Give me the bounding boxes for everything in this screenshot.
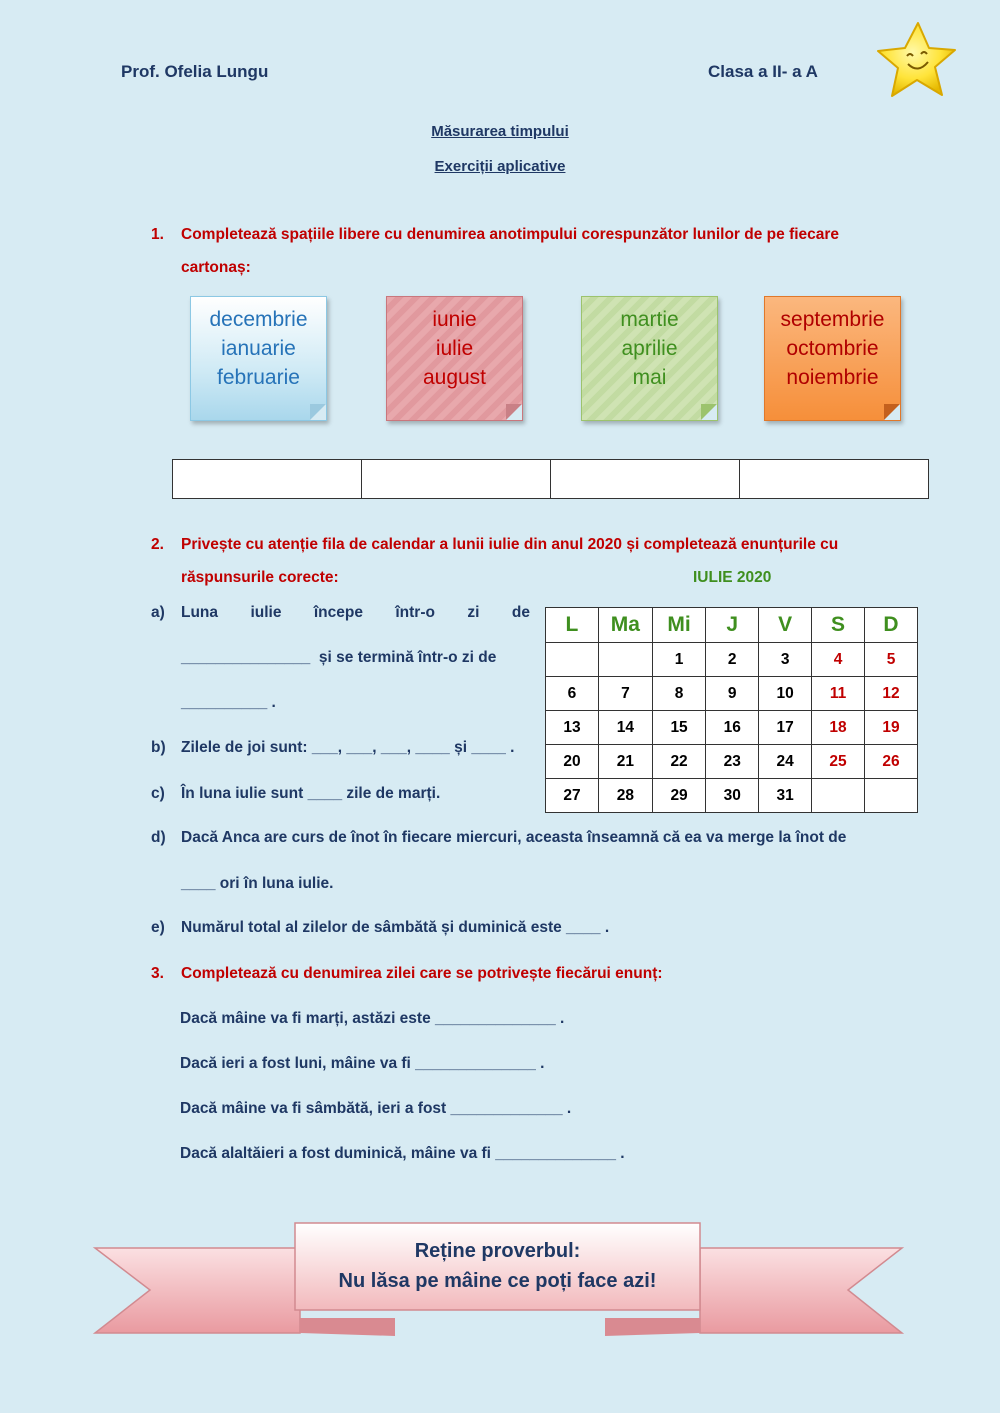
calendar-day-weekend: 12 [865, 677, 918, 711]
ex1-instruction-line2: cartonaș: [181, 259, 251, 276]
season-answer-field-3[interactable] [551, 460, 740, 499]
calendar-day: 23 [706, 745, 759, 779]
class-name: Clasa a II- a A [708, 62, 818, 81]
proverb-text: Nu lăsa pe mâine ce poți face azi! [338, 1270, 657, 1292]
item-c-label: c) [151, 785, 165, 802]
calendar-day-weekend [865, 779, 918, 813]
calendar-day-weekend: 19 [865, 711, 918, 745]
calendar-day: 2 [706, 643, 759, 677]
card-winter-months [190, 296, 327, 421]
item-a-word: de [511, 604, 530, 621]
page-fold [884, 404, 900, 420]
page-fold [701, 404, 717, 420]
month-label: iulie [435, 337, 474, 360]
ex3-sentence: Dacă mâine va fi marți, astăzi este ______________ . [180, 1010, 565, 1027]
ex2-instruction-line1: Privește cu atenție fila de calendar a lunii iulie din anul 2020 și completează enunțurile cu [181, 536, 839, 553]
calendar-day: 9 [706, 677, 759, 711]
calendar-title: IULIE 2020 [693, 569, 772, 586]
item-a-line2: _______________ și se termină într-o zi de [181, 649, 497, 666]
calendar-day: 27 [546, 779, 599, 813]
ex1-number: 1. [151, 226, 164, 243]
calendar-day: 30 [706, 779, 759, 813]
weekday-header: S [812, 608, 865, 643]
calendar-day-weekend: 4 [812, 643, 865, 677]
month-label: septembrie [780, 308, 885, 331]
page-fold [506, 404, 522, 420]
ex2-instruction-line2: răspunsurile corecte: [181, 569, 339, 586]
month-label: mai [632, 366, 667, 389]
calendar-week-row [546, 711, 918, 745]
calendar-day: 21 [598, 745, 652, 779]
calendar-day: 20 [546, 745, 599, 779]
item-a-word: începe [313, 604, 363, 621]
month-label: aprilie [621, 337, 678, 360]
calendar-week-row [546, 745, 918, 779]
card-summer-months [386, 296, 523, 421]
item-e-label: e) [151, 919, 165, 936]
item-d-label: d) [151, 829, 166, 846]
item-a-label: a) [151, 604, 165, 621]
weekday-header: Mi [652, 608, 705, 643]
card-autumn-months [764, 296, 901, 421]
item-a-word: zi [467, 604, 480, 621]
ex3-number: 3. [151, 965, 164, 982]
calendar-day: 24 [759, 745, 812, 779]
calendar-day: 16 [706, 711, 759, 745]
item-b-text: Zilele de joi sunt: ___, ___, ___, ____ și ____ . [181, 739, 515, 756]
author-name: Prof. Ofelia Lungu [121, 62, 269, 81]
calendar-day: 1 [652, 643, 705, 677]
month-label: ianuarie [221, 337, 296, 360]
item-a-word: iulie [250, 604, 282, 621]
july-2020-calendar [545, 607, 918, 813]
calendar-day: 28 [598, 779, 652, 813]
item-b-label: b) [151, 739, 166, 756]
page-fold [310, 404, 326, 420]
month-label: octombrie [786, 337, 879, 360]
month-label: august [422, 366, 487, 389]
item-c-text: În luna iulie sunt ____ zile de marți. [181, 785, 441, 802]
calendar-day: 17 [759, 711, 812, 745]
item-d-text: Dacă Anca are curs de înot în fiecare miercuri, aceasta înseamnă că ea va merge la înot de [181, 829, 847, 846]
item-a-word: Luna [181, 604, 219, 621]
calendar-day: 31 [759, 779, 812, 813]
month-label: iunie [432, 308, 477, 331]
weekday-header: V [759, 608, 812, 643]
month-label: decembrie [209, 308, 308, 331]
season-answer-field-4[interactable] [740, 460, 929, 499]
season-answer-table [172, 459, 929, 499]
calendar-day-weekend: 26 [865, 745, 918, 779]
calendar-day: 7 [598, 677, 652, 711]
calendar-day-weekend: 5 [865, 643, 918, 677]
ex3-sentence: Dacă ieri a fost luni, mâine va fi ______________ . [180, 1055, 545, 1072]
season-answer-field-1[interactable] [173, 460, 362, 499]
month-label: martie [620, 308, 679, 331]
smiling-star-icon [874, 20, 958, 102]
calendar-day: 6 [546, 677, 599, 711]
month-label: noiembrie [786, 366, 879, 389]
calendar-header-row [546, 608, 918, 643]
ex1-instruction-line1: Completează spațiile libere cu denumirea anotimpului corespunzător lunilor de pe fiecare [181, 226, 840, 243]
ex3-sentence: Dacă mâine va fi sâmbătă, ieri a fost _____________ . [180, 1100, 572, 1117]
ex2-number: 2. [151, 536, 164, 553]
calendar-day [546, 643, 599, 677]
weekday-header: J [706, 608, 759, 643]
calendar-week-row [546, 779, 918, 813]
calendar-day-weekend: 25 [812, 745, 865, 779]
page-subtitle: Exerciții aplicative [434, 158, 566, 175]
calendar-day-weekend: 11 [812, 677, 865, 711]
weekday-header: L [546, 608, 599, 643]
calendar-day: 22 [652, 745, 705, 779]
calendar-day: 13 [546, 711, 599, 745]
calendar-day-weekend: 18 [812, 711, 865, 745]
calendar-week-row [546, 643, 918, 677]
ex3-sentence: Dacă alaltăieri a fost duminică, mâine va fi ______________ . [180, 1145, 625, 1162]
ex3-instruction: Completează cu denumirea zilei care se potrivește fiecărui enunț: [181, 965, 663, 982]
page-title: Măsurarea timpului [431, 123, 569, 140]
calendar-day: 8 [652, 677, 705, 711]
calendar-day: 14 [598, 711, 652, 745]
calendar-day: 10 [759, 677, 812, 711]
item-a-line3: __________ . [181, 694, 276, 711]
item-d-text2: ____ ori în luna iulie. [181, 875, 334, 892]
proverb-box [295, 1236, 700, 1296]
season-answer-field-2[interactable] [362, 460, 551, 499]
card-spring-months [581, 296, 718, 421]
weekday-header: D [865, 608, 918, 643]
item-e-text: Numărul total al zilelor de sâmbătă și duminică este ____ . [181, 919, 610, 936]
weekday-header: Ma [598, 608, 652, 643]
calendar-day: 3 [759, 643, 812, 677]
calendar-day: 29 [652, 779, 705, 813]
item-a-word: într-o [395, 604, 435, 621]
calendar-day [598, 643, 652, 677]
calendar-day-weekend [812, 779, 865, 813]
item-a-line1 [181, 604, 530, 622]
calendar-day: 15 [652, 711, 705, 745]
month-label: februarie [217, 366, 300, 389]
proverb-heading: Reține proverbul: [414, 1240, 581, 1262]
calendar-week-row [546, 677, 918, 711]
